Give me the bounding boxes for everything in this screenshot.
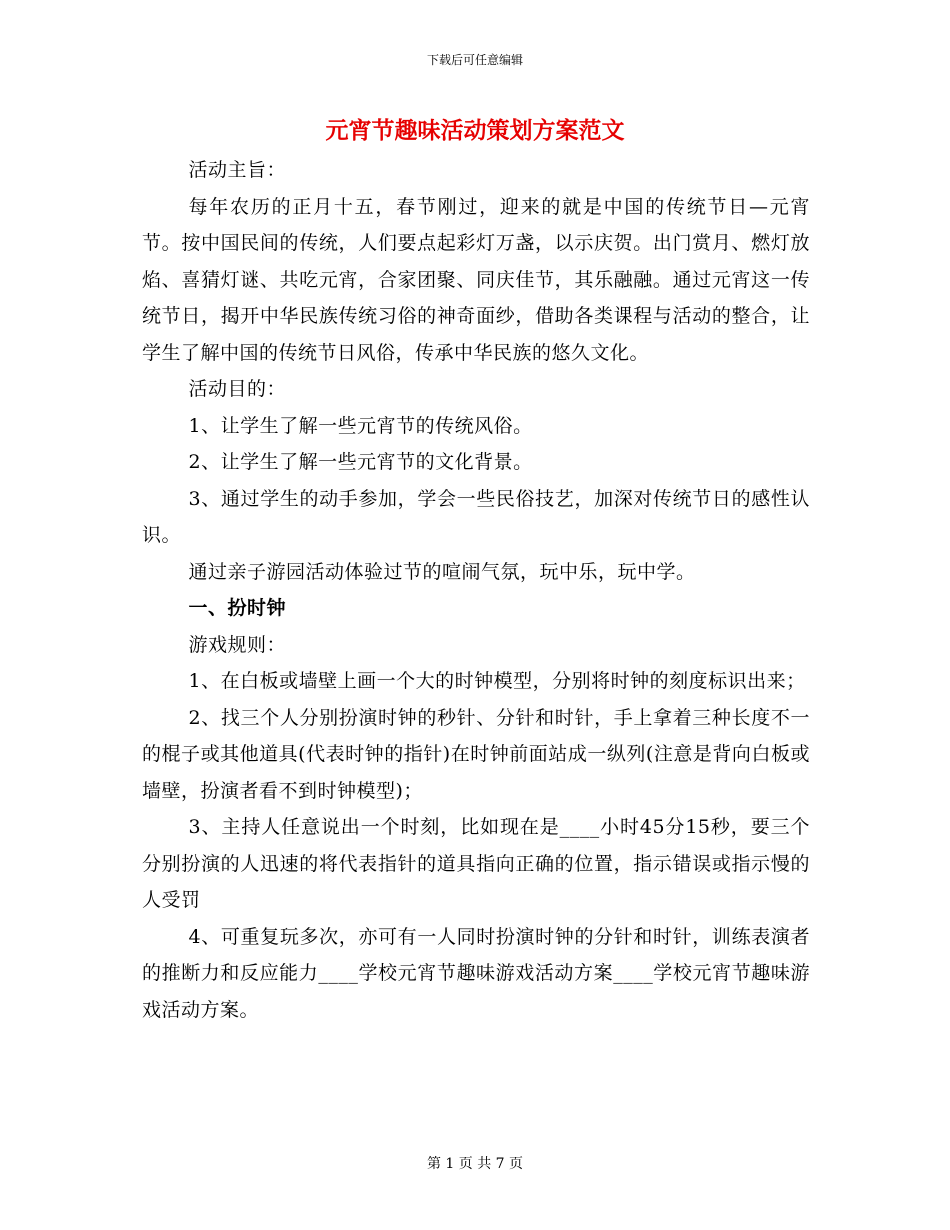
paragraph-goal-2: 2、让学生了解一些元宵节的文化背景。 [188,451,533,473]
paragraph-purpose-text: 每年农历的正月十五，春节刚过，迎来的就是中国的传统节日—元宵节。按中国民间的传统，人们要点起彩灯万盏，以示庆贺。出门赏月、燃灯放焰、喜猜灯谜、共吃元宵，合家团聚、同庆佳节，其乐融融。通过元宵这一传统节日，揭开中华民族传统习俗的神奇面纱，借助各类课程与活动的整合，让学生了解中国的传统节日风俗，传承中华民族的悠久文化。 [142,195,810,364]
page-header-note: 下载后可任意编辑 [426,53,523,67]
paragraph-goal-3: 3、通过学生的动手参加，学会一些民俗技艺，加深对传统节日的感性认识。 [142,487,810,546]
paragraph-rule-1: 1、在白板或墙壁上画一个大的时钟模型，分别将时钟的刻度标识出来； [188,670,806,692]
paragraph-rule-4: 4、可重复玩多次，亦可有一人同时扮演时钟的分针和时针，训练表演者的推断力和反应能力____学校元宵节趣味游戏活动方案____学校元宵节趣味游戏活动方案。 [142,925,810,1021]
page-number: 第 1 页 共 7 页 [426,1156,524,1172]
paragraph-rule-3: 3、主持人任意说出一个时刻，比如现在是____小时45分15秒，要三个分别扮演的人迅速的将代表指针的道具指向正确的位置，指示错误或指示慢的人受罚 [142,816,810,911]
section-heading-clock: 一、扮时钟 [188,597,287,619]
document-title: 元宵节趣味活动策划方案范文 [325,117,625,144]
document-body [142,152,810,1028]
paragraph-rules-heading: 游戏规则： [188,633,287,656]
paragraph-purpose-heading: 活动主旨： [188,159,287,181]
paragraph-rule-2: 2、找三个人分别扮演时钟的秒针、分针和时针，手上拿着三种长度不一的棍子或其他道具(代表时钟的指针)在时钟前面站成一纵列(注意是背向白板或墙壁，扮演者看不到时钟模型)； [142,706,810,802]
paragraph-goal-heading: 活动目的： [188,378,287,400]
paragraph-goal-4: 通过亲子游园活动体验过节的喧闹气氛，玩中乐，玩中学。 [188,560,696,583]
paragraph-goal-1: 1、让学生了解一些元宵节的传统风俗。 [188,414,533,437]
